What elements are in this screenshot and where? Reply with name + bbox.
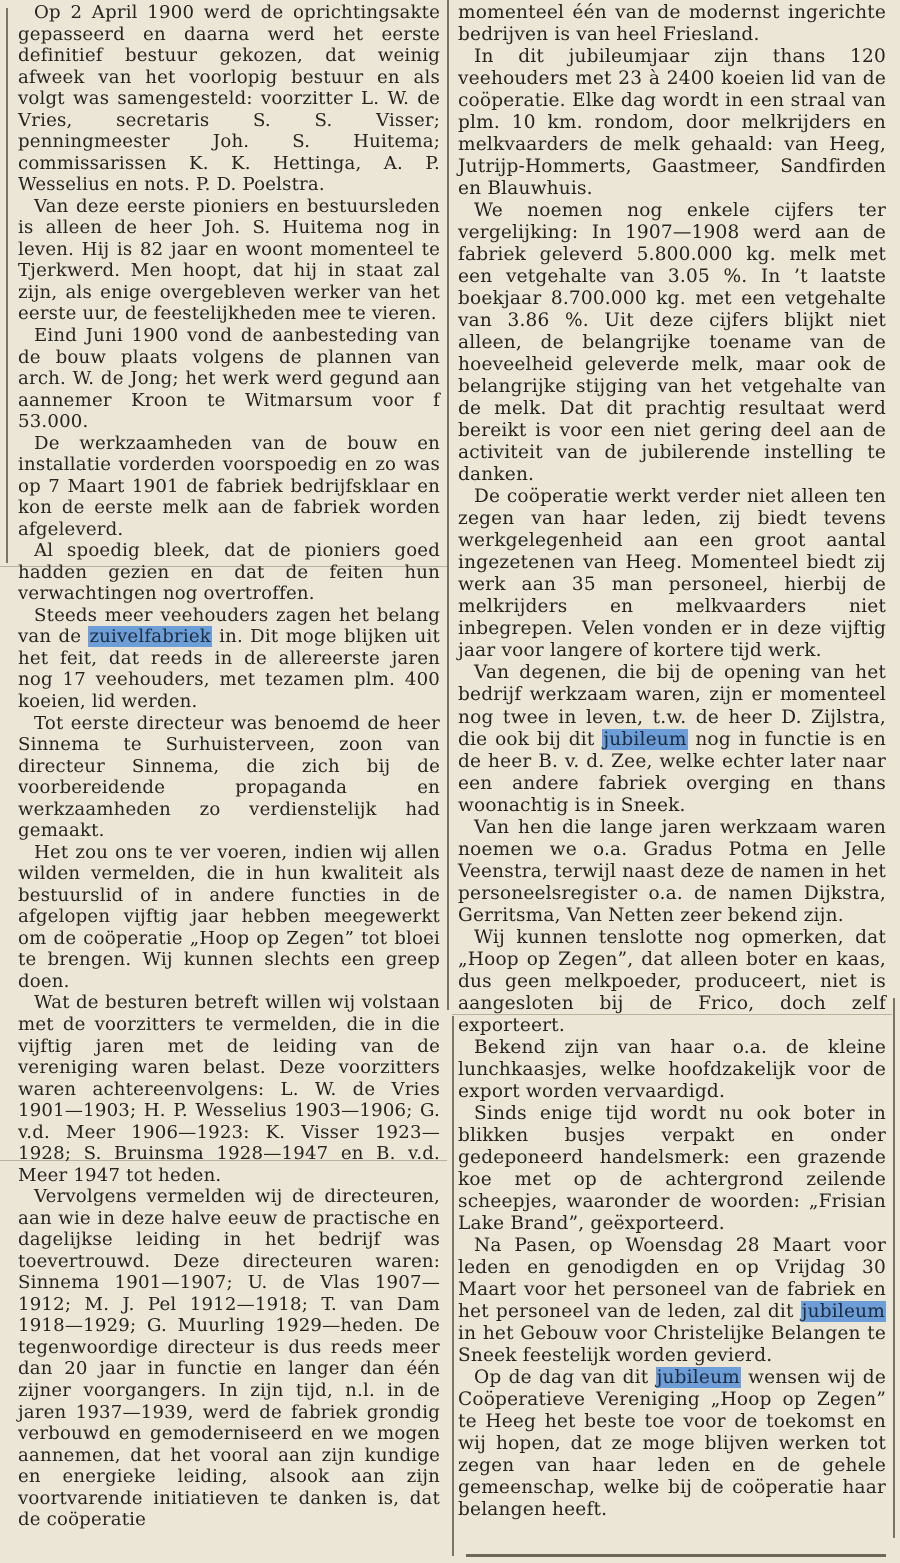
paragraph: Van deze eerste pioniers en bestuursleden is alleen de heer Joh. S. Huitema nog in leven. Hij is 82 jaar en woont momenteel te Tjerkwerd. Men hoopt, dat hij in staat zal zijn, als enige overgebleven werker van het eerste uur, de feestelijkheden mee te vieren. (18, 195, 440, 325)
paragraph: Eind Juni 1900 vond de aanbesteding van de bouw plaats volgens de plannen van arch. W. de Jong; het werk werd gegund aan aannemer Kroon te Witmarsum voor f 53.000. (18, 324, 440, 433)
paragraph: De werkzaamheden van de bouw en installatie vorderden voorspoedig en zo was op 7 Maart 1901 de fabriek bedrijfsklaar en kon de eerste melk aan de fabriek worden afgeleverd. (18, 432, 440, 540)
text-run: in het Gebouw voor Christelijke Belangen te Sneek feestelijk worden gevierd. (458, 1322, 886, 1366)
text-run: Van degenen, die bij de opening van het bedrijf werkzaam waren, zijn er momenteel nog twee in leven, t.w. de heer D. Zijlstra, die ook bij dit (458, 662, 886, 750)
paragraph: We noemen nog enkele cijfers ter vergelijking: In 1907—1908 werd aan de fabriek geleverd 5.800.000 kg. melk met een vetgehalte van 3.05 %. In ’t laatste boekjaar 8.700.000 kg. met een vetgehalte van 3.86 %. Uit deze cijfers blijkt niet alleen, de belangrijke toename van de hoeveelheid geleverde melk, maar ook de belangrijke stijging van het vetgehalte van de melk. Dat dit prachtig resultaat werd bereikt is voor een niet gering deel aan de activiteit van de jubilerende instelling te danken. (458, 200, 886, 486)
paragraph: Op 2 April 1900 werd de oprichtingsakte gepasseerd en daarna werd het eerste definitief bestuur gekozen, dat weinig afweek van het voorlopig bestuur en als volgt was samengesteld: voorzitter L. W. de Vries, secretaris S. S. Visser; penningmeester Joh. S. Huitema; commissarissen K. K. Hettinga, A. P. Wesselius en nots. P. D. Poelstra. (18, 2, 440, 196)
paragraph: Wij kunnen tenslotte nog opmerken, dat „Hoop op Zegen”, dat alleen boter en kaas, dus geen melkpoeder, produceert, niet is aangesloten bij de Frico, doch zelf exporteert. (458, 926, 886, 1036)
paragraph (458, 1235, 886, 1367)
text-run: nog in functie is en de heer B. v. d. Zee, welke echter later naar een andere fabriek overging en thans woonachtig is in Sneek. (458, 728, 886, 816)
highlighted-term: jubileum (656, 1366, 740, 1388)
article-column-right (458, 2, 886, 1521)
paragraph (458, 1367, 886, 1521)
text-run: Steeds meer veehouders zagen het belang van de (18, 604, 440, 648)
paragraph: Al spoedig bleek, dat de pioniers goed hadden gezien en dat de feiten hun verwachtingen nog overtroffen. (18, 540, 440, 605)
paragraph: In dit jubileumjaar zijn thans 120 veehouders met 23 à 2400 koeien lid van de coöperatie. Elke dag wordt in een straal van plm. 10 km. rondom, door melkrijders en melkvaarders de melk gehaald: van Heeg, Jutrijp-Hommerts, Gaastmeer, Sandfirden en Blauwhuis. (458, 46, 886, 200)
paragraph: momenteel één van de modernst ingerichte bedrijven is van heel Friesland. (458, 2, 886, 46)
column-rule-middle-lower (452, 1016, 454, 1556)
column-rule-left (6, 8, 8, 563)
paragraph: Sinds enige tijd wordt nu ook boter in blikken busjes verpakt en onder gedeponeerd handelsmerk: een grazende koe met op de achtergrond zeilende scheepjes, waaronder de woorden: „Frisian Lake Brand”, geëxporteerd. (458, 1102, 886, 1234)
column-rule-middle-upper (447, 0, 449, 1010)
text-run: wensen wij de Coöperatieve Vereniging „Hoop op Zegen” te Heeg het beste toe voor de toekomst en wij hopen, dat ze moge blijven werken tot zegen van haar leden en de gehele gemeenschap, welke bij de coöperatie haar belangen heeft. (458, 1366, 887, 1521)
bottom-rule (466, 1554, 886, 1557)
paragraph: Vervolgens vermelden wij de directeuren, aan wie in deze halve eeuw de practische en dagelijkse leiding in het bedrijf was toevertrouwd. Deze directeuren waren: Sinnema 1901—1907; U. de Vlas 1907—1912; M. J. Pel 1912—1918; T. van Dam 1918—1929; G. Muurling 1929—heden. De tegenwoordige directeur is dus reeds meer dan 20 jaar in functie en langer dan één zijner voorgangers. In zijn tijd, n.l. in de jaren 1937—1939, werd de fabriek grondig verbouwd en gemoderniseerd en we mogen aannemen, dat het vooral aan zijn kundige en energieke leiding, alsook aan zijn voortvarende initiatieven te danken is, dat de coöperatie (18, 1186, 440, 1531)
column-rule-right (893, 998, 895, 1538)
paragraph: De coöperatie werkt verder niet alleen ten zegen van haar leden, zij biedt tevens werkgelegenheid aan een groot aantal ingezetenen van Heeg. Momenteel biedt zij werk aan 35 man personeel, hierbij de melkrijders en melkvaarders niet inbegrepen. Velen vonden er in deze vijftig jaar voor langere of kortere tijd werk. (458, 486, 886, 662)
highlighted-term: jubileum (801, 1300, 885, 1322)
text-run: in. Dit moge blijken uit het feit, dat reeds in de allereerste jaren nog 17 veehouders, met tezamen plm. 400 koeien, lid werden. (18, 626, 440, 712)
paragraph: Bekend zijn van haar o.a. de kleine lunchkaasjes, welke hoofdzakelijk voor de export worden vervaardigd. (458, 1036, 886, 1102)
paragraph: Van hen die lange jaren werkzaam waren noemen we o.a. Gradus Potma en Jelle Veenstra, terwijl naast deze de namen in het personeelsregister o.a. de namen Dijkstra, Gerritsma, Van Netten zeer bekend zijn. (458, 816, 886, 926)
paragraph (458, 662, 886, 816)
article-column-left (18, 2, 440, 1531)
paragraph: Tot eerste directeur was benoemd de heer Sinnema te Surhuisterveen, zoon van directeur Sinnema, die zich bij de voorbereidende propaganda en werkzaamheden zo verdienstelijk had gemaakt. (18, 712, 440, 842)
paragraph: Het zou ons te ver voeren, indien wij allen wilden vermelden, die in hun kwaliteit als bestuurslid of in andere functies in de afgelopen vijftig jaar hebben meegewerkt om de coöperatie „Hoop op Zegen” tot bloei te brengen. Wij kunnen slechts een greep doen. (18, 841, 440, 992)
highlighted-term: zuivelfabriek (89, 626, 211, 648)
text-run: Op de dag van dit (474, 1366, 656, 1388)
paragraph (18, 605, 440, 713)
text-run: Na Pasen, op Woensdag 28 Maart voor leden en genodigden en op Vrijdag 30 Maart voor het personeel van de fabriek en het personeel van de leden, zal dit (458, 1234, 886, 1322)
paragraph: Wat de besturen betreft willen wij volstaan met de voorzitters te vermelden, die in die vijftig jaren met de leiding van de vereniging waren belast. Deze voorzitters waren achtereenvolgens: L. W. de Vries 1901—1903; H. P. Wesselius 1903—1906; G. v.d. Meer 1906—1923: K. Visser 1923—1928; S. Bruinsma 1928—1947 en B. v.d. Meer 1947 tot heden. (18, 992, 440, 1186)
highlighted-term: jubileum (603, 728, 687, 750)
